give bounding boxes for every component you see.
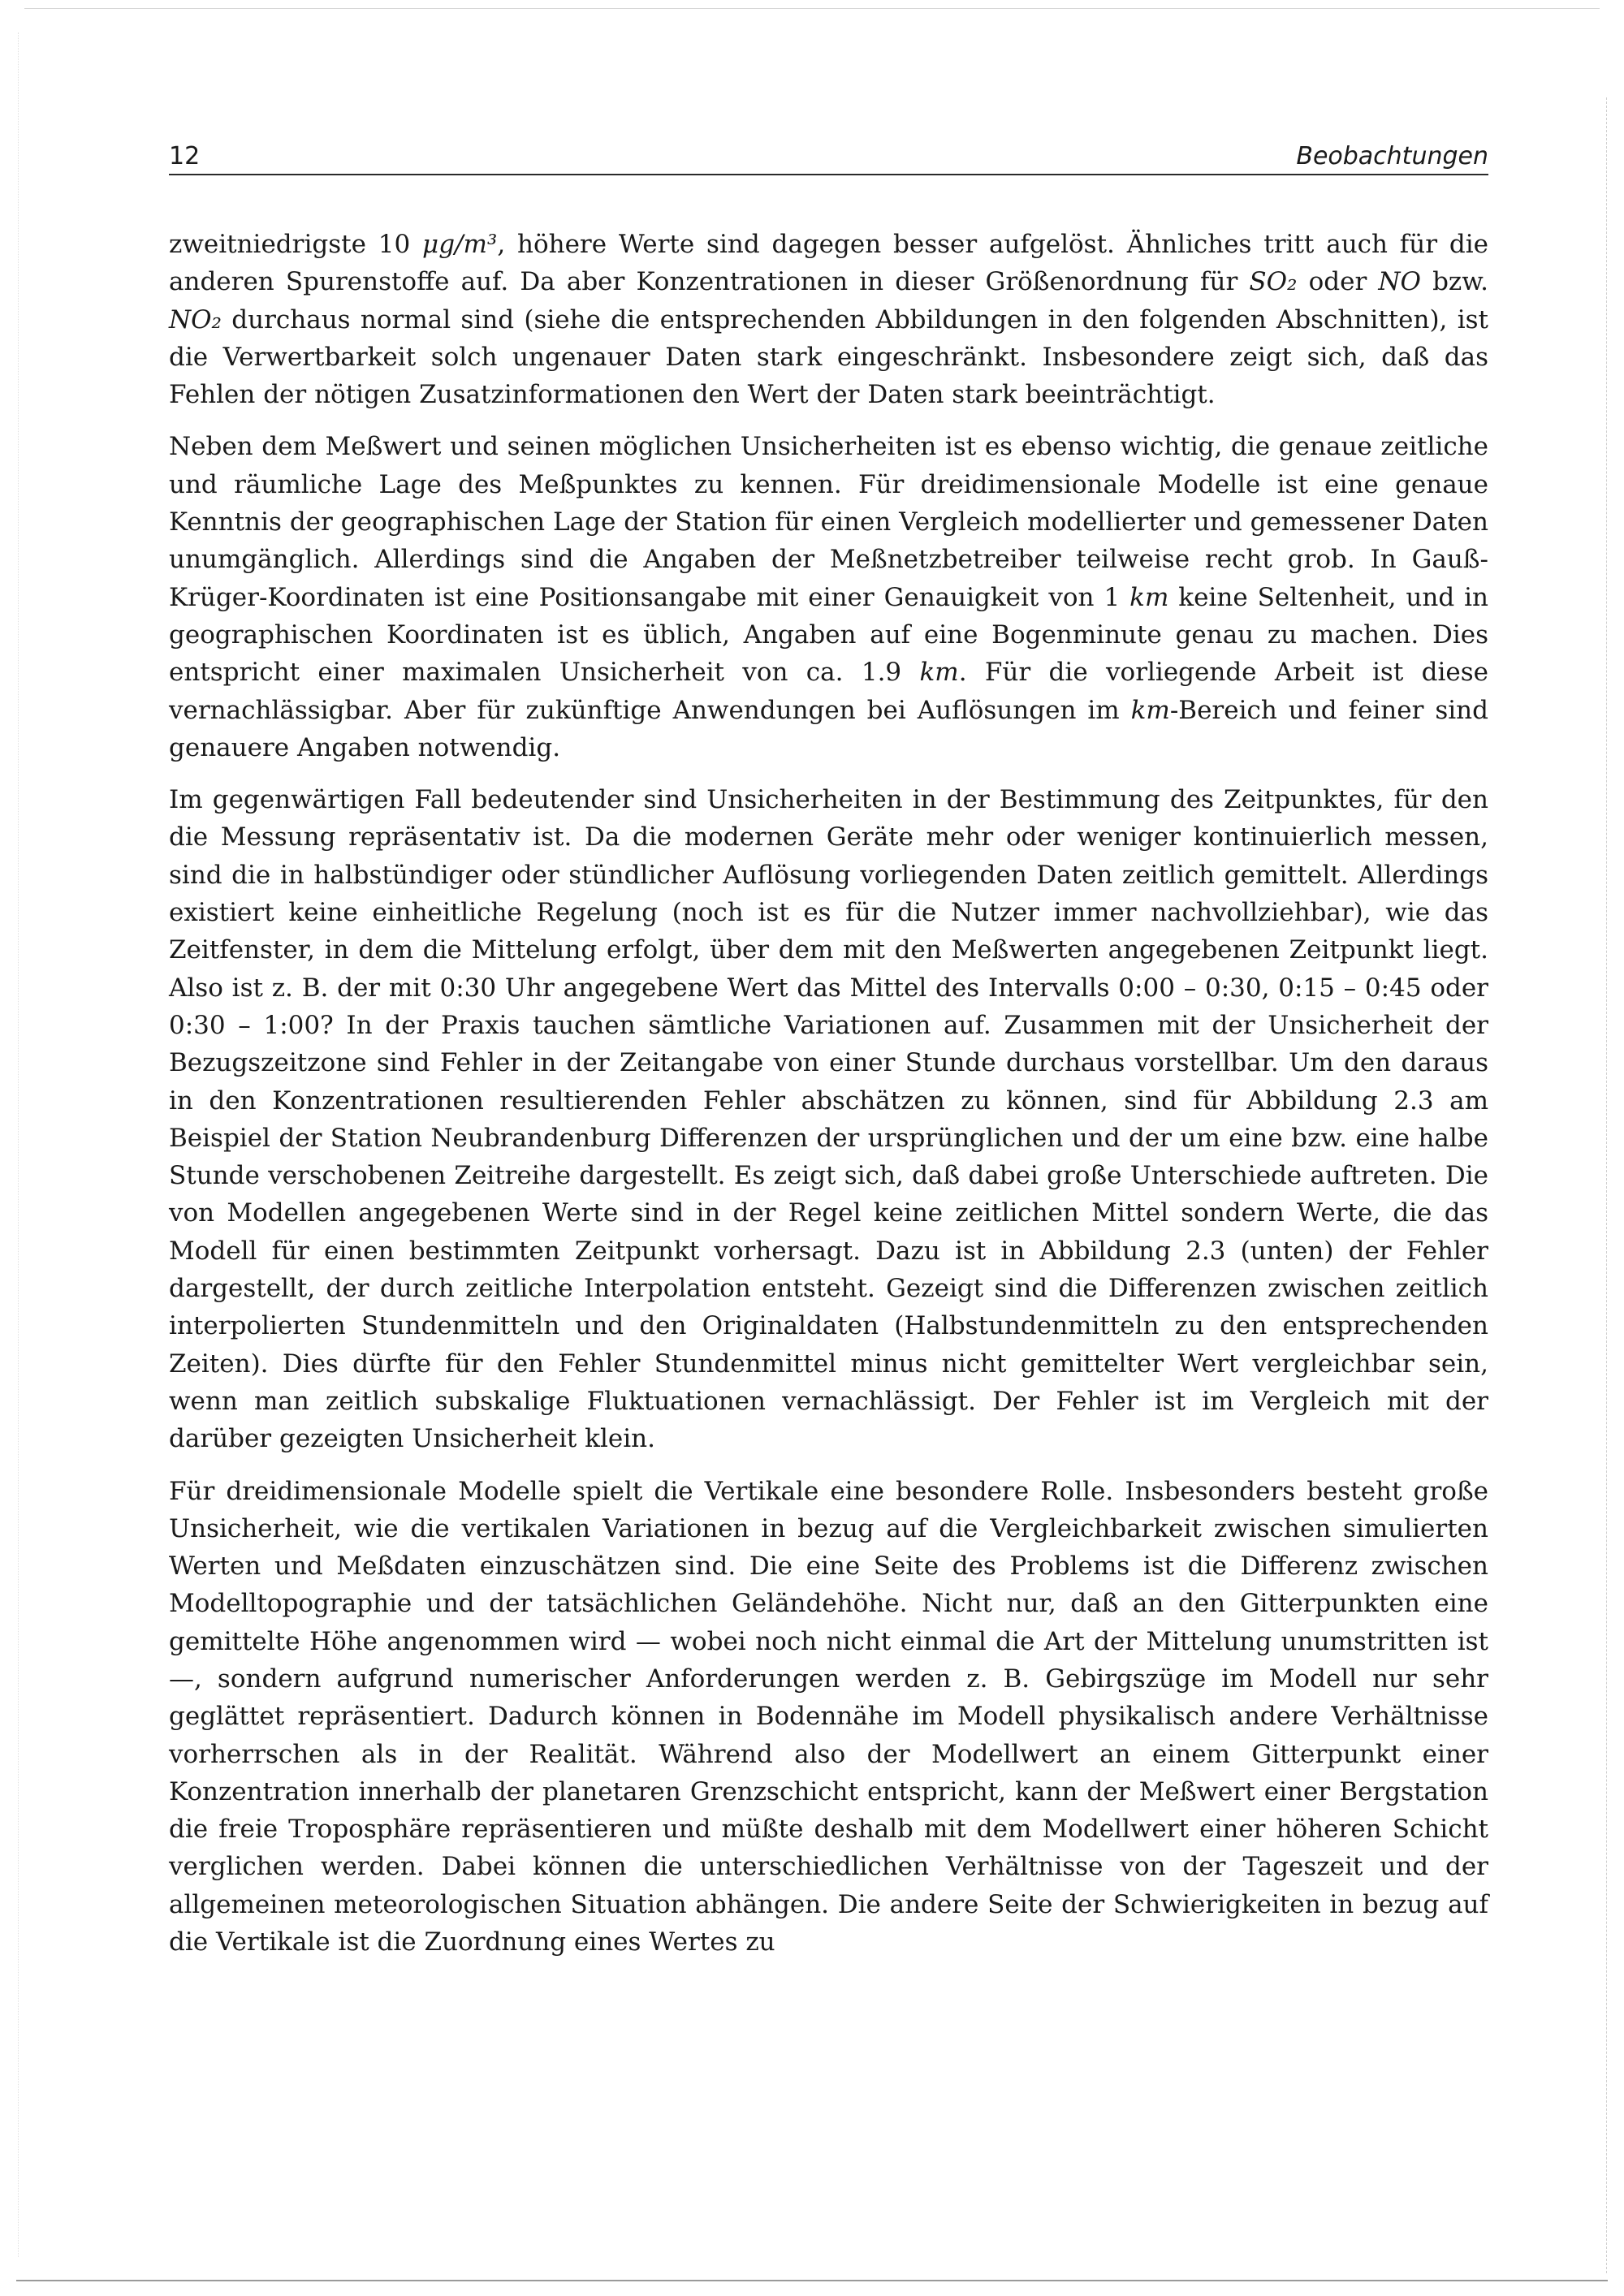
formula-no: NO	[1378, 267, 1421, 297]
paragraph-4	[169, 1473, 1488, 1962]
formula-so2: SO₂	[1249, 267, 1298, 297]
text-fragment: Neben dem Meßwert und seinen möglichen Unsicherheiten ist es ebenso wichtig, die genaue zeitliche und räumliche Lage des Meßpunktes zu kennen. Für dreidimensionale Modelle ist eine genaue Kenntnis der geographischen Lage der Station für einen Vergleich modellierter und gemessener Daten unumgänglich. Allerdings sind die Angaben der Meßnetzbetreiber teilweise recht grob. In Gauß-Krüger-Koordinaten ist eine Positionsangabe mit einer Genauigkeit von 1	[169, 432, 1488, 612]
body-text	[169, 226, 1488, 1975]
text-fragment: Für dreidimensionale Modelle spielt die Vertikale eine besondere Rolle. Insbesonders besteht große Unsicherheit, wie die vertikalen Variationen in bezug auf die Vergleichbarkeit zwischen simulierten Werten und Meßdaten einzuschätzen sind. Die eine Seite des Problems ist die Differenz zwischen Modelltopographie und der tatsächlichen Geländehöhe. Nicht nur, daß an den Gitterpunkten eine gemittelte Höhe angenommen wird — wobei noch nicht einmal die Art der Mittelung unumstritten ist —, sondern aufgrund numerischer Anforderungen werden z. B. Gebirgszüge im Modell nur sehr geglättet repräsentiert. Dadurch können in Bodennähe im Modell physikalisch andere Verhältnisse vorherrschen als in der Realität. Während also der Modellwert an einem Gitterpunkt einer Konzentration innerhalb der planetaren Grenzschicht entspricht, kann der Meßwert einer Bergstation die freie Troposphäre repräsentieren und müßte deshalb mit dem Modellwert einer höheren Schicht verglichen werden. Dabei können die unterschiedlichen Verhältnisse von der Tageszeit und der allgemeinen meteorologischen Situation abhängen. Die andere Seite der Schwierigkeiten in bezug auf die Vertikale ist die Zuordnung eines Wertes zu	[169, 1476, 1488, 1957]
page-header	[169, 135, 1488, 175]
unit-ug-m3: μg/m³	[422, 230, 498, 259]
scan-edge-left	[18, 32, 19, 2257]
running-title: Beobachtungen	[1296, 142, 1488, 170]
scan-edge-top	[24, 8, 1600, 9]
scan-edge-right	[1606, 97, 1607, 2273]
text-fragment: -Bereich und feiner sind genauere Angaben notwendig.	[169, 695, 1488, 762]
unit-km: km	[1130, 695, 1170, 725]
text-fragment: . Für die vorliegende Arbeit ist diese vernachlässigbar. Aber für zukünftige Anwendungen bei Auflösungen im	[169, 658, 1488, 725]
text-fragment: durchaus normal sind (siehe die entsprechenden Abbildungen in den folgenden Abschnitten), ist die Verwertbarkeit solch ungenauer Daten stark eingeschränkt. Insbesondere zeigt sich, daß das Fehlen der nötigen Zusatzinformationen den Wert der Daten stark beeinträchtigt.	[169, 304, 1488, 410]
text-fragment: , höhere Werte sind dagegen besser aufgelöst. Ähnliches tritt auch für die anderen Spurenstoffe auf. Da aber Konzentrationen in dieser Größenordnung für	[169, 230, 1488, 297]
paragraph-1	[169, 226, 1488, 413]
paragraph-2	[169, 428, 1488, 766]
unit-km: km	[1129, 582, 1169, 612]
text-fragment: Im gegenwärtigen Fall bedeutender sind Unsicherheiten in der Bestimmung des Zeitpunktes, für den die Messung repräsentativ ist. Da die modernen Geräte mehr oder weniger kontinuierlich messen, sind die in halbstündiger oder stündlicher Auflösung vorliegenden Daten zeitlich gemittelt. Allerdings existiert keine einheitliche Regelung (noch ist es für die Nutzer immer nachvollziehbar), wie das Zeitfenster, in dem die Mittelung erfolgt, über dem mit den Meßwerten angegebenen Zeitpunkt liegt. Also ist z. B. der mit 0:30 Uhr angegebene Wert das Mittel des Intervalls 0:00 – 0:30, 0:15 – 0:45 oder 0:30 – 1:00? In der Praxis tauchen sämtliche Variationen auf. Zusammen mit der Unsicherheit der Bezugszeitzone sind Fehler in der Zeitangabe von einer Stunde durchaus vorstellbar. Um den daraus in den Konzentrationen resultierenden Fehler abschätzen zu können, sind für Abbildung 2.3 am Beispiel der Station Neubrandenburg Differenzen der ursprünglichen und der um eine bzw. eine halbe Stunde verschobenen Zeitreihe dargestellt. Es zeigt sich, daß dabei große Unterschiede auftreten. Die von Modellen angegebenen Werte sind in der Regel keine zeitlichen Mittel sondern Werte, die das Modell für einen bestimmten Zeitpunkt vorhersagt. Dazu ist in Abbildung 2.3 (unten) der Fehler dargestellt, der durch zeitliche Interpolation entsteht. Gezeigt sind die Differenzen zwischen zeitlich interpolierten Stundenmitteln und den Originaldaten (Halbstundenmitteln zu den entsprechenden Zeiten). Dies dürfte für den Fehler Stundenmittel minus nicht gemittelter Wert vergleichbar sein, wenn man zeitlich subskalige Fluktuationen vernachlässigt. Der Fehler ist im Vergleich mit der darüber gezeigten Unsicherheit klein.	[169, 785, 1488, 1454]
unit-km: km	[919, 658, 959, 688]
formula-no2: NO₂	[169, 304, 222, 334]
text-fragment: oder	[1297, 267, 1379, 297]
paragraph-3	[169, 781, 1488, 1457]
text-fragment: bzw.	[1420, 267, 1488, 297]
scan-edge-bottom	[16, 2280, 1608, 2281]
page-number: 12	[169, 142, 201, 170]
text-fragment: zweitniedrigste 10	[169, 230, 423, 259]
text-fragment: keine Seltenheit, und in geographischen Koordinaten ist es üblich, Angaben auf eine Bogenminute genau zu machen. Dies entspricht einer maximalen Unsicherheit von ca. 1.9	[169, 582, 1489, 688]
